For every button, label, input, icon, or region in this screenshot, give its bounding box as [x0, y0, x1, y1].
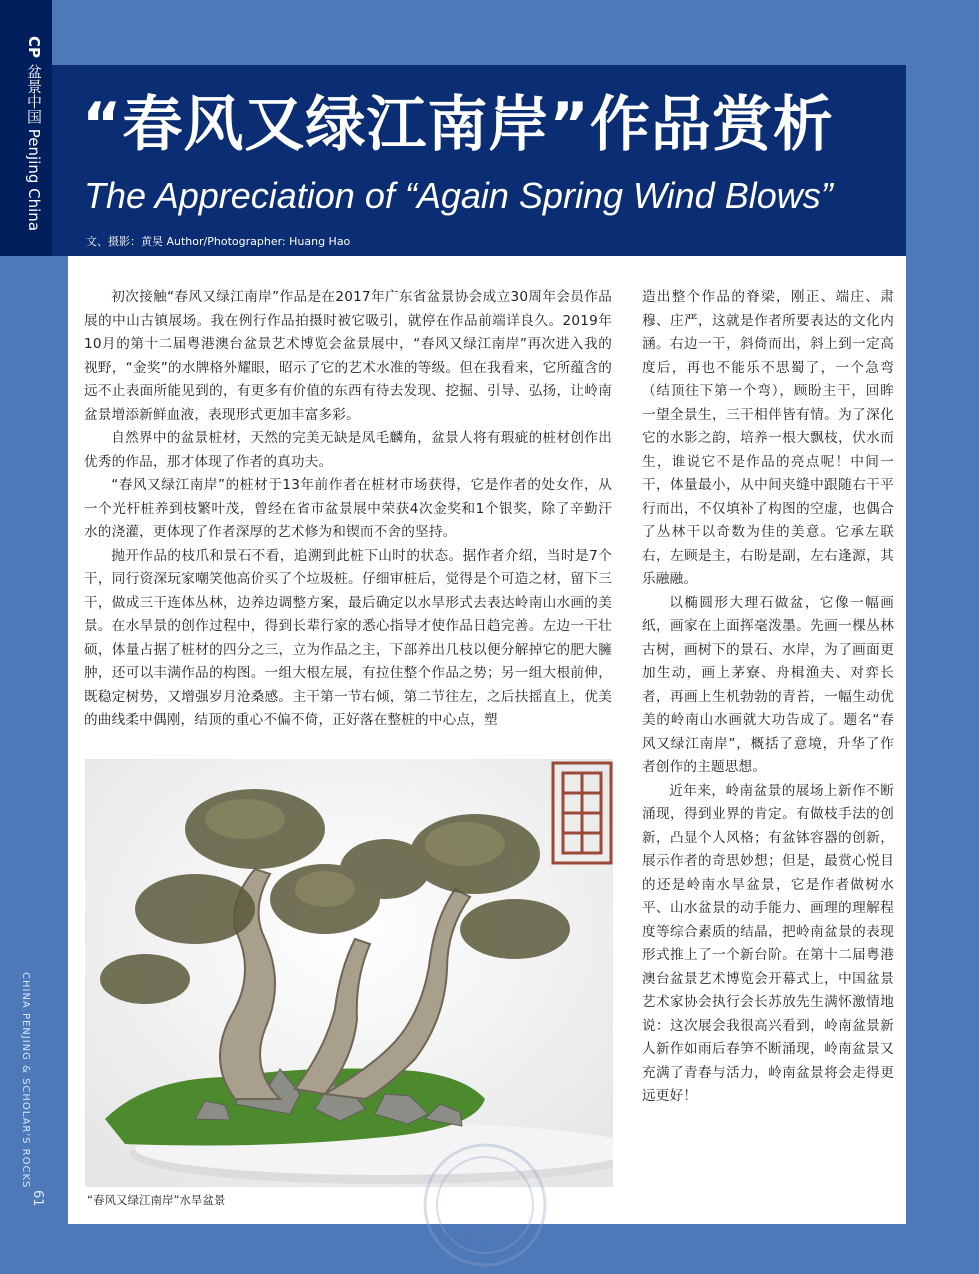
paragraph: 造出整个作品的脊梁，刚正、端庄、肃穆、庄严，这就是作者所要表达的文化内涵。右边一干，斜倚而出，斜上到一定高度后，再也不能乐不思蜀了，一个急弯（结顶往下第一个弯），顾盼主干，回眸一望全景生，三干相伴皆有情。为了深化它的水影之韵，培养一根大飘枝，伏水而生，谁说它不是作品的亮点呢！中间一干，体量最小，从中间夹缝中跟随右干平行而出，不仅填补了构图的空虚，也偶合了丛林干以奇数为佳的美意。它承左联右，左顾是主，右盼是副，左右逢源，其乐融融。	[642, 289, 894, 587]
lattice-screen	[553, 763, 611, 863]
seal-icon	[420, 1140, 550, 1270]
article-column-left	[84, 286, 612, 733]
magazine-name: 盆景中国 Penjing China	[25, 64, 43, 232]
paragraph: 自然界中的盆景桩材，天然的完美无缺是凤毛麟角，盆景人将有瑕疵的桩材创作出优秀的作品，那才体现了作者的真功夫。	[84, 430, 612, 470]
magazine-spine-footer: CHINA PENJING & SCHOLAR'S ROCKS	[20, 972, 31, 1189]
watermark-text: 岭南盆景网	[438, 1229, 508, 1245]
article-column-right	[642, 286, 894, 1109]
paragraph: “春风又绿江南岸”的桩材于13年前作者在桩材市场获得，它是作者的处女作，从一个光杆桩养到枝繁叶茂，曾经在省市盆景展中荣获4次金奖和1个银奖，除了辛勤汗水的浇灌，更体现了作者深厚的艺术修为和锲而不舍的坚持。	[84, 477, 612, 540]
bonsai-photo	[85, 759, 613, 1187]
paragraph: 抛开作品的枝爪和景石不看，追溯到此桩下山时的状态。据作者介绍，当时是7个干，同行资深玩家嘲笑他高价买了个垃圾桩。仔细审桩后，觉得是个可造之材，留下三干，做成三干连体丛林，边养边调整方案，最后确定以水旱形式去表达岭南山水画的美景。在水旱景的创作过程中，得到长辈行家的悉心指导才使作品日趋完善。左边一干壮硕，体量占据了桩材的四分之三，立为作品之主，下部养出几枝以便分解掉它的肥大臃肿，还可以丰满作品的构图。一组大根左展，有拉住整个作品之势；另一组大根前伸，既稳定树势，又增强岁月沧桑感。主干第一节右倾，第二节往左，之后扶摇直上，优美的曲线柔中偶刚，结顶的重心不偏不倚，正好落在整桩的中心点，塑	[84, 547, 612, 728]
page-number: 61	[30, 1190, 45, 1207]
article-title-english: The Appreciation of “Again Spring Wind Blows”	[84, 175, 833, 216]
article-header	[52, 65, 906, 256]
bonsai-illustration	[85, 759, 613, 1187]
article-title-chinese: “春风又绿江南岸”作品赏析	[82, 90, 834, 160]
paragraph: 近年来，岭南盆景的展场上新作不断涌现，得到业界的肯定。有做枝手法的创新，凸显个人风格；有盆钵容器的创新，展示作者的奇思妙想；但是，最赏心悦目的还是岭南水旱盆景，它是作者做树水平、山水盆景的动手能力、画理的理解程度等综合素质的结晶，把岭南盆景的表现形式推上了一个新台阶。在第十二届粤港澳台盆景艺术博览会开幕式上，中国盆景艺术家协会执行会长苏放先生满怀激情地说：这次展会我很高兴看到，岭南盆景新人新作如雨后春笋不断涌现，岭南盆景又充满了青春与活力，岭南盆景将会走得更远更好！	[642, 782, 894, 1104]
photo-caption: “春风又绿江南岸”水旱盆景	[87, 1193, 226, 1207]
magazine-spine-title	[26, 36, 41, 231]
watermark-seal	[420, 1140, 550, 1270]
magazine-code: CP	[25, 36, 43, 59]
article-page	[68, 256, 906, 1224]
paragraph: 以椭圆形大理石做盆，它像一幅画纸，画家在上面挥毫泼墨。先画一棵丛林古树，画树下的景石、水岸，为了画面更加生动，画上茅寮、舟楫渔夫、对弈长者，再画上生机勃勃的青苔，一幅生动优美的岭南山水画就大功告成了。题名“春风又绿江南岸”，概括了意境，升华了作者创作的主题思想。	[642, 594, 894, 775]
paragraph: 初次接触“春风又绿江南岸”作品是在2017年广东省盆景协会成立30周年会员作品展的中山古镇展场。我在例行作品拍摄时被它吸引，就停在作品前端详良久。2019年10月的第十二届粤港澳台盆景艺术博览会盆景展中，“春风又绿江南岸”再次进入我的视野，“金奖”的水牌格外耀眼，昭示了它的艺术水准的等级。但在我看来，它所蕴含的远不止表面所能见到的，有更多有价值的东西有待去发现、挖掘、引导、弘扬，让岭南盆景增添新鲜血液，表现形式更加丰富多彩。	[84, 289, 612, 423]
article-byline: 文、摄影：黄昊 Author/Photographer: Huang Hao	[86, 235, 351, 248]
